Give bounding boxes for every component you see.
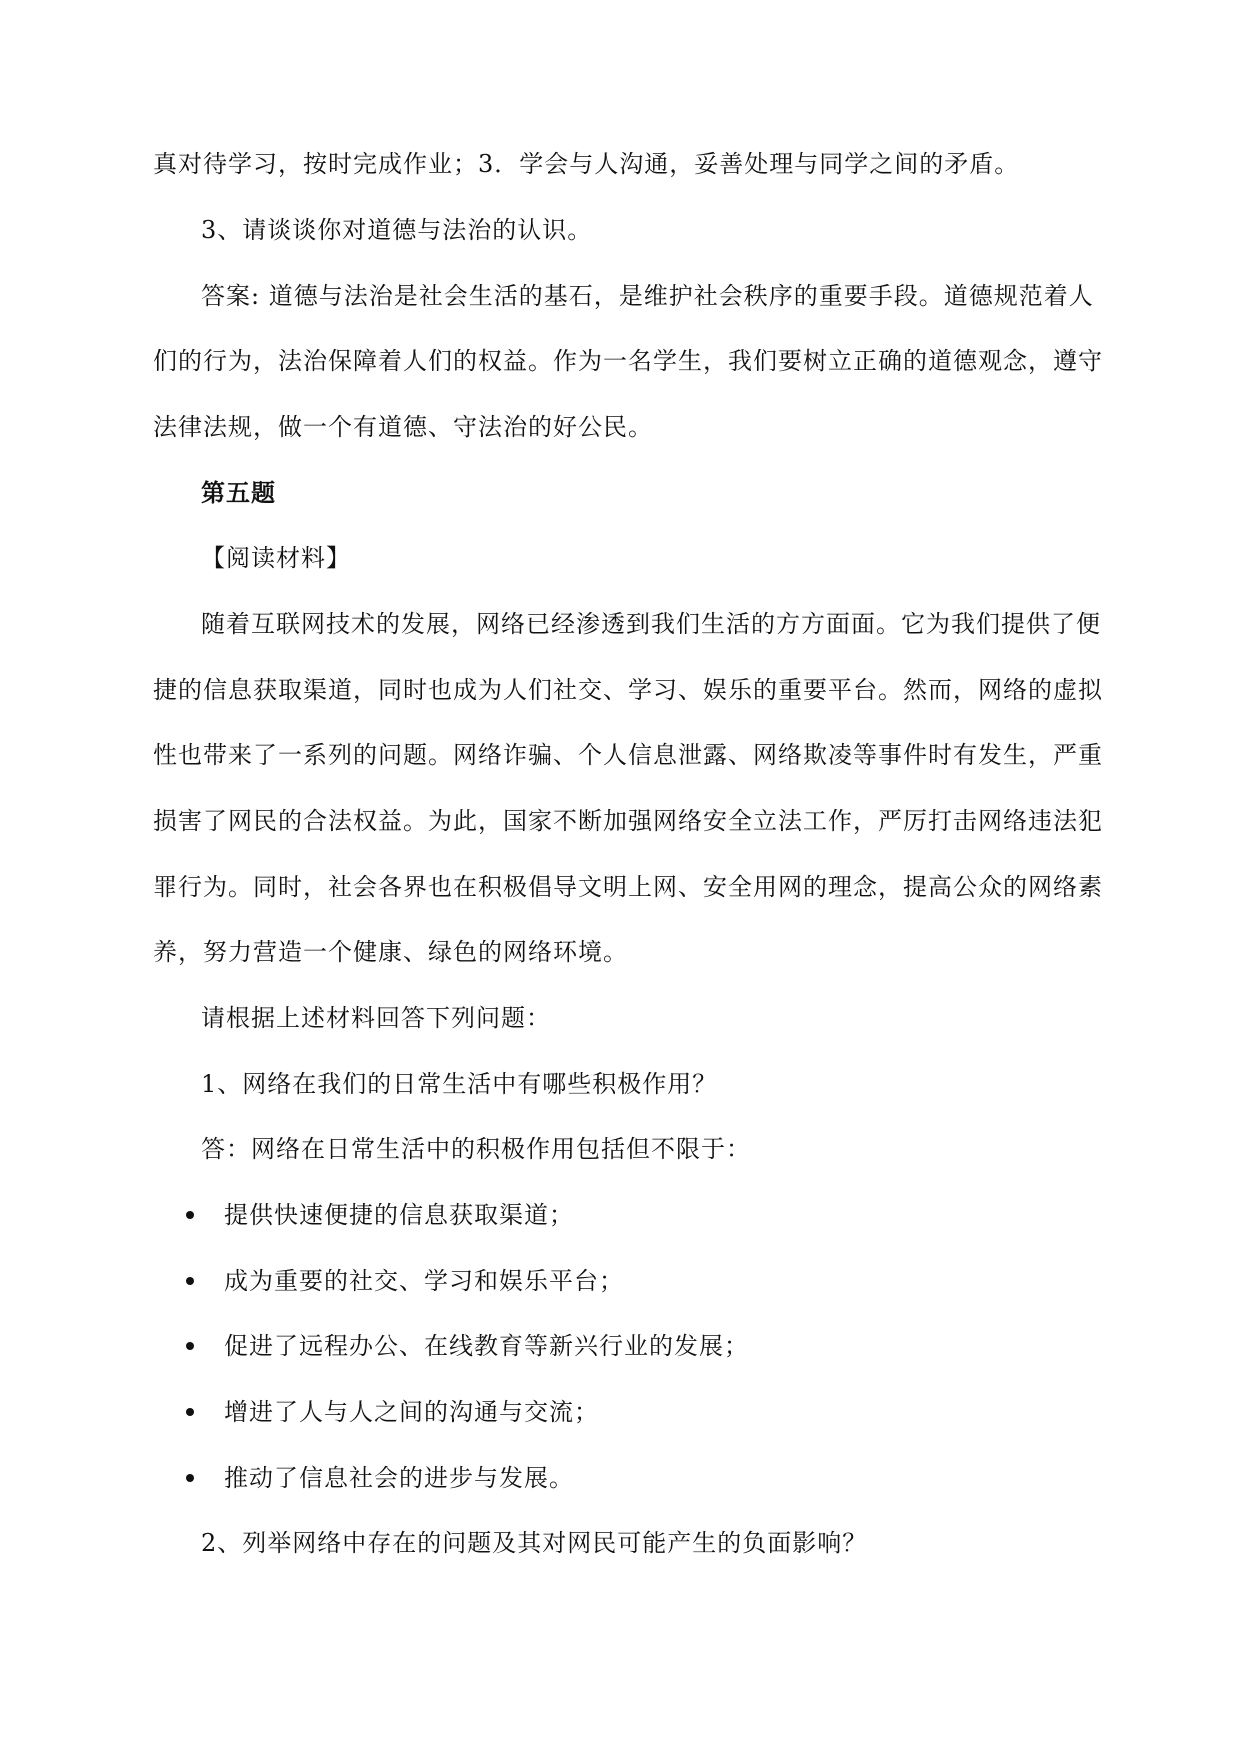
material-heading: 【阅读材料】 (201, 544, 351, 572)
question-2: 2、列举网络中存在的问题及其对网民可能产生的负面影响？ (201, 1529, 868, 1557)
material-line: 损害了网民的合法权益。为此，国家不断加强网络安全立法工作，严厉打击网络违法犯 (153, 807, 1103, 835)
answer-line: 答案: 道德与法治是社会生活的基石，是维护社会秩序的重要手段。道德规范着人 (201, 282, 1094, 310)
bullet-text: 提供快速便捷的信息获取渠道； (224, 1201, 574, 1229)
question-1: 1、网络在我们的日常生活中有哪些积极作用？ (201, 1070, 718, 1098)
answer-line: 法律法规，做一个有道德、守法治的好公民。 (153, 413, 653, 441)
bullet-dot-icon (186, 1474, 194, 1482)
bullet-text: 增进了人与人之间的沟通与交流； (224, 1398, 599, 1426)
material-line: 养，努力营造一个健康、绿色的网络环境。 (153, 938, 628, 966)
material-line: 罪行为。同时，社会各界也在积极倡导文明上网、安全用网的理念，提高公众的网络素 (153, 873, 1103, 901)
question-3: 3、请谈谈你对道德与法治的认识。 (201, 216, 593, 244)
bullet-dot-icon (186, 1408, 194, 1416)
bullet-text: 促进了远程办公、在线教育等新兴行业的发展； (224, 1332, 749, 1360)
bullet-text: 推动了信息社会的进步与发展。 (224, 1464, 574, 1492)
bullet-text: 成为重要的社交、学习和娱乐平台； (224, 1267, 624, 1295)
material-line: 性也带来了一系列的问题。网络诈骗、个人信息泄露、网络欺凌等事件时有发生，严重 (153, 741, 1103, 769)
section-heading: 第五题 (201, 478, 276, 507)
bullet-item (186, 1329, 1086, 1363)
bullet-item (186, 1395, 1086, 1429)
bullet-item (186, 1461, 1086, 1495)
bullet-dot-icon (186, 1342, 194, 1350)
material-line: 捷的信息获取渠道，同时也成为人们社交、学习、娱乐的重要平台。然而，网络的虚拟 (153, 676, 1103, 704)
paragraph-line: 真对待学习，按时完成作业；3．学会与人沟通，妥善处理与同学之间的矛盾。 (153, 150, 1020, 178)
bullet-dot-icon (186, 1277, 194, 1285)
instruction-line: 请根据上述材料回答下列问题： (201, 1004, 551, 1032)
bullet-dot-icon (186, 1211, 194, 1219)
answer-intro: 答：网络在日常生活中的积极作用包括但不限于： (201, 1135, 751, 1163)
bullet-item (186, 1198, 1086, 1232)
bullet-item (186, 1264, 1086, 1298)
material-line: 随着互联网技术的发展，网络已经渗透到我们生活的方方面面。它为我们提供了便 (201, 610, 1101, 638)
answer-line: 们的行为，法治保障着人们的权益。作为一名学生，我们要树立正确的道德观念，遵守 (153, 347, 1103, 375)
